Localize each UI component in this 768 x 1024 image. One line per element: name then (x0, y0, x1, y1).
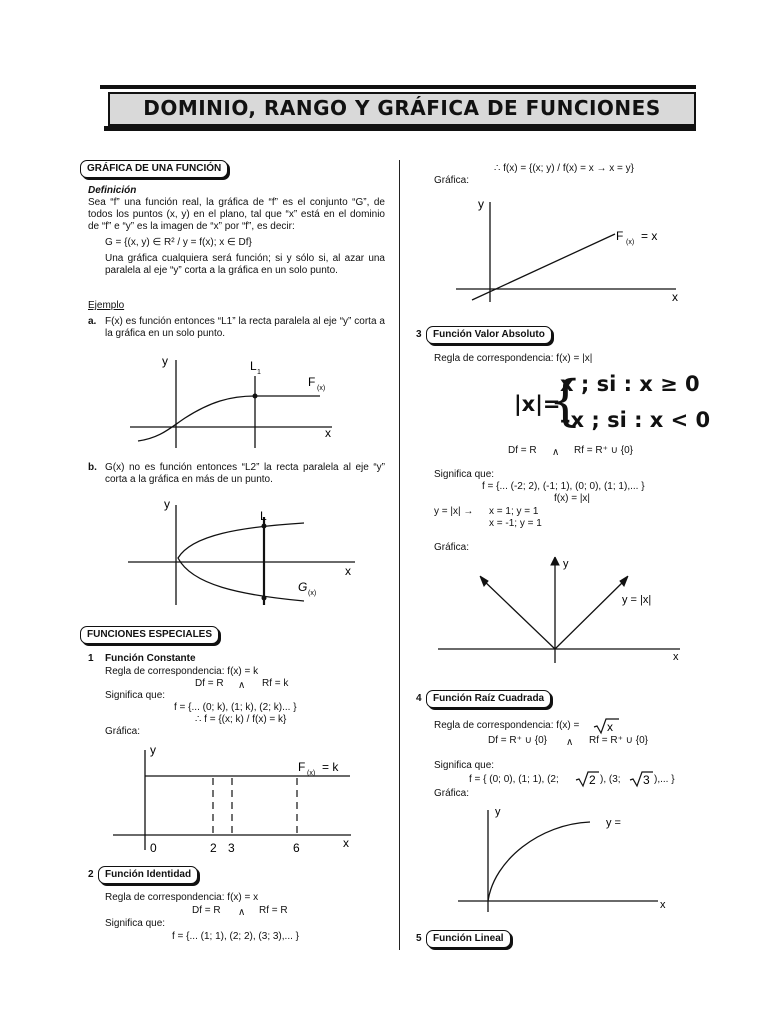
sqrt-3-radical (628, 770, 654, 788)
sqrt-3-radicand: 3 (643, 773, 650, 787)
graph-e-y-arrow (551, 557, 559, 565)
graph-d-f-sub: (x) (626, 239, 635, 246)
graph-b (120, 495, 360, 610)
graph-b-g-label: G (298, 580, 308, 594)
graph-b-g-sub: (x) (308, 590, 317, 597)
abs-lhs: |x|= (514, 392, 561, 416)
item1-therefore: ∴ f = {(x; k) / f(x) = k} (195, 714, 287, 725)
graph-b-intersection-top (262, 524, 267, 529)
identity-graph-label: Gráfica: (434, 175, 470, 186)
item2-domain: Df = R (192, 905, 221, 916)
graph-c-tick-0: 0 (150, 841, 157, 855)
abs-case-2: –x ; si : x < 0 (560, 408, 711, 432)
abs-brace: { (548, 369, 583, 432)
page-title: DOMINIO, RANGO Y GRÁFICA DE FUNCIONES (143, 96, 661, 120)
title-shadow (104, 126, 696, 131)
graph-e (430, 555, 690, 665)
definition-heading: Definición (88, 185, 137, 196)
graph-f (450, 800, 680, 915)
item3-example-1: x = 1; y = 1 (489, 506, 539, 517)
graph-d-x-label: x (672, 290, 678, 304)
item3-title: Función Valor Absoluto (426, 326, 552, 344)
item4-title: Función Raíz Cuadrada (426, 690, 551, 708)
graph-f-sqrt-curve (488, 822, 590, 901)
example-a-marker: a. (88, 316, 97, 327)
item1-domain: Df = R (195, 678, 224, 689)
graph-b-x-label: x (345, 564, 351, 578)
section-title-grafica: GRÁFICA DE UNA FUNCIÓN (80, 160, 228, 178)
example-b-marker: b. (88, 462, 97, 473)
item2-rule: Regla de correspondencia: f(x) = x (105, 892, 259, 903)
graph-f-x-label: x (660, 899, 666, 911)
graph-c-tick-6: 6 (293, 841, 300, 855)
title-top-rule (100, 85, 696, 89)
item4-set-start: f = { (0; 0), (1; 1), (2; (469, 774, 559, 785)
item3-and: ∧ (552, 447, 560, 458)
item1-set: f = {... (0; k), (1; k), (2; k)... } (174, 702, 297, 713)
graph-c-f-label: F (298, 760, 306, 774)
item3-range: Rf = R⁺ ∪ {0} (574, 445, 634, 456)
graph-d-f-value: = x (641, 229, 658, 243)
abs-case-1: x ; si : x ≥ 0 (560, 372, 700, 396)
graph-e-right-branch (555, 579, 626, 649)
item4-rule: Regla de correspondencia: f(x) = (434, 720, 580, 731)
item5-number: 5 (416, 933, 422, 944)
graph-c-tick-3: 3 (228, 841, 235, 855)
item2-means: Significa que: (105, 918, 166, 929)
item2-set: f = {... (1; 1), (2; 2), (3; 3),... } (172, 931, 299, 942)
item3-example-lhs: y = |x| → (434, 506, 474, 517)
item3-graph-label: Gráfica: (434, 542, 470, 553)
item4-range: Rf = R⁺ ∪ {0} (589, 735, 649, 746)
item1-means: Significa que: (105, 690, 166, 701)
example-a-text: F(x) es función entonces “L1” la recta paralela al eje “y” corta a la gráfica en un solo punto. (105, 316, 385, 339)
item1-and: ∧ (238, 680, 246, 691)
graph-c-f-value: = k (322, 760, 339, 774)
item4-set-end: ),... } (654, 774, 675, 785)
graph-b-intersection-bottom (262, 596, 267, 601)
graph-a-f-label: F (308, 375, 316, 389)
item1-rule: Regla de correspondencia: f(x) = k (105, 666, 259, 677)
graph-d-y-label: y (478, 197, 484, 211)
graph-a-l-label: L (250, 359, 257, 373)
item1-range: Rf = k (262, 678, 289, 689)
graph-e-y-label: y (563, 558, 569, 570)
sqrt-x-radicand: x (607, 720, 613, 734)
item4-domain: Df = R⁺ ∪ {0} (488, 735, 548, 746)
item4-number: 4 (416, 693, 422, 704)
item3-example-2: x = -1; y = 1 (489, 518, 542, 529)
item1-graph-label: Gráfica: (105, 726, 141, 737)
item3-fx: f(x) = |x| (554, 493, 591, 504)
graph-c-y-label: y (150, 743, 156, 757)
item2-and: ∧ (238, 907, 246, 918)
sqrt-x-radical (592, 717, 620, 735)
item3-means: Significa que: (434, 469, 495, 480)
example-label: Ejemplo (88, 300, 125, 311)
graph-a-f-sub: (x) (317, 385, 326, 392)
sqrt-2-radicand: 2 (589, 773, 596, 787)
definition-formula: G = {(x, y) ∈ R² / y = f(x); x ∈ Df} (105, 237, 252, 248)
graph-b-y-label: y (164, 497, 170, 511)
graph-c-f-sub: (x) (307, 770, 316, 777)
graph-a-y-label: y (162, 354, 168, 368)
item4-set-mid: ), (3; (600, 774, 621, 785)
item5-title: Función Lineal (426, 930, 511, 948)
graph-f-y-label: y (495, 806, 501, 818)
item3-domain: Df = R (508, 445, 537, 456)
example-b-text: G(x) no es función entonces “L2” la recta paralela al eje “y” corta a la gráfica en más de un punto. (105, 462, 385, 485)
graph-e-left-branch (482, 579, 555, 649)
graph-e-x-label: x (673, 651, 679, 663)
item3-number: 3 (416, 329, 422, 340)
item2-number: 2 (88, 869, 94, 880)
sqrt-2-radical (574, 770, 600, 788)
graph-a-curve (138, 396, 320, 441)
item3-set: f = {... (-2; 2), (-1; 1), (0; 0), (1; 1),... } (482, 481, 645, 492)
item2-range: Rf = R (259, 905, 288, 916)
graph-c (105, 738, 365, 858)
graph-d-f-label: F (616, 229, 624, 243)
definition-text: Sea “f” una función real, la gráfica de “f” es el conjunto “G”, de todos los puntos (x, y) en el plano, tal que “x” está en el dominio de “f” e “y” es la imagen de “x” por “f”, es decir: (88, 197, 385, 232)
graph-c-tick-2: 2 (210, 841, 217, 855)
item4-graph-label: Gráfica: (434, 788, 470, 799)
column-divider (399, 160, 400, 950)
item3-rule: Regla de correspondencia: f(x) = |x| (434, 353, 593, 364)
definition-rule-text: Una gráfica cualquiera será función; si y sólo si, al azar una paralela al eje “y” corta a la gráfica en un solo punto. (105, 253, 385, 276)
graph-a-x-label: x (325, 426, 331, 440)
section-title-especiales: FUNCIONES ESPECIALES (80, 626, 219, 644)
graph-e-label: y = |x| (622, 594, 652, 606)
graph-a-l-sub: 1 (257, 369, 261, 376)
graph-d (450, 190, 690, 305)
item4-and: ∧ (566, 737, 574, 748)
graph-a-intersection (253, 394, 258, 399)
item1-number: 1 (88, 653, 94, 664)
graph-f-label: y = (606, 817, 621, 829)
graph-d-identity-line (472, 234, 615, 300)
identity-formula: ∴ f(x) = {(x; y) / f(x) = x → x = y} (494, 163, 634, 174)
item2-title: Función Identidad (98, 866, 198, 884)
graph-c-x-label: x (343, 836, 349, 850)
item1-title: Función Constante (105, 653, 196, 664)
graph-a (120, 350, 345, 450)
graph-b-l-label: L (260, 509, 267, 523)
item4-means: Significa que: (434, 760, 495, 771)
